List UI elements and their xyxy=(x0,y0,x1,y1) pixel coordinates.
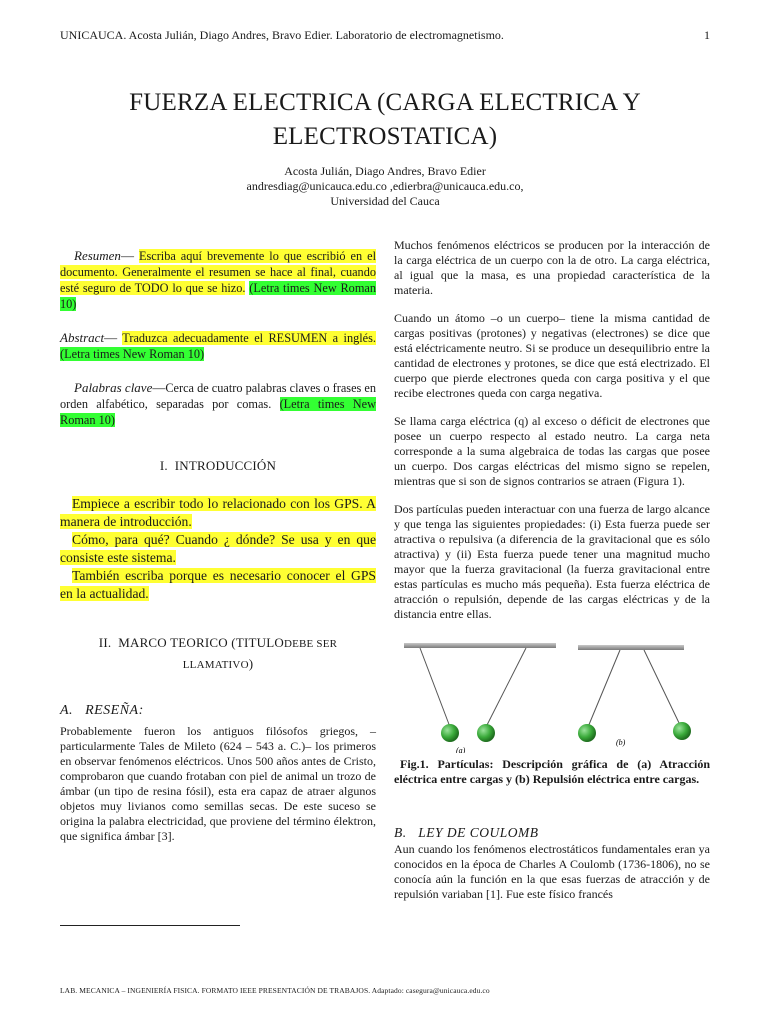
subsection-label: A. xyxy=(60,703,74,718)
abstract-dash: — xyxy=(104,330,118,345)
figure-1 xyxy=(394,635,710,753)
footnote-rule xyxy=(60,925,240,926)
figure-caption: Fig.1. Partículas: Descripción gráfica de (a) Atracción eléctrica entre cargas y (b) Repulsión eléctrica entre cargas. xyxy=(394,757,710,786)
section-title-smallcaps: DEBE SER xyxy=(283,638,338,650)
resumen-note: (Letra times New Roman 10) xyxy=(60,281,376,311)
pendulum-figure xyxy=(394,635,710,753)
page-footer: LAB. MECANICA – INGENIERÍA FISICA. FORMATO IEEE PRESENTACIÓN DE TRABAJOS. Adaptado: casegura@unicauca.edu.co xyxy=(60,986,490,995)
section-numeral: II. xyxy=(98,635,112,650)
support-bar-b xyxy=(578,645,684,650)
body-paragraph-4: Dos partículas pueden interactuar con una fuerza de largo alcance y que tenga las siguientes propiedades: (i) Esta fuerza puede ser atractiva o repulsiva (a diferencia de la gravitacional que es sólo atractiva) y (ii) Esta fuerza puede tener una magnitud mucho mayor que la fuerza gravitacional (la fuerza gravitacional entre estas partículas es mucho más pequeña). Esta fuerza eléctrica de atracción o repulsión, depende de las cargas eléctricas y de la distancia entre ellas. xyxy=(394,502,710,621)
section-heading-marco-teorico xyxy=(60,633,376,675)
subsection-label: B. xyxy=(394,825,407,840)
keywords-note: (Letra times New Roman 10) xyxy=(60,397,377,427)
author-affiliation: Universidad del Cauca xyxy=(330,194,440,208)
figure-label-b: (b) xyxy=(616,738,626,747)
subsection-title: LEY DE COULOMB xyxy=(418,825,539,840)
introduccion-paragraph-1 xyxy=(60,495,376,531)
charge-sphere-a-left xyxy=(441,724,459,742)
charge-sphere-b-right xyxy=(673,722,691,740)
string-a-left xyxy=(420,648,450,727)
introduccion-text-3: También escriba porque es necesario conocer el GPS en la actualidad. xyxy=(60,568,376,601)
author-names: Acosta Julián, Diago Andres, Bravo Edier xyxy=(284,164,486,178)
author-emails: andresdiag@unicauca.edu.co ,edierbra@unicauca.edu.co, xyxy=(246,179,524,193)
section-heading-introduccion xyxy=(60,458,376,473)
introduccion-paragraph-3 xyxy=(60,567,376,603)
figure-label-a: (a) xyxy=(456,746,466,753)
charge-sphere-a-right xyxy=(477,724,495,742)
subsection-title: RESEÑA: xyxy=(85,703,144,718)
keywords-label: Palabras clave xyxy=(74,380,153,395)
support-bar-a xyxy=(404,643,556,648)
left-column xyxy=(60,248,376,857)
introduccion-text-1: Empiece a escribir todo lo relacionado con los GPS. A manera de introducción. xyxy=(60,496,376,529)
resumen-text: Escriba aquí brevemente lo que escribió en el documento. Generalmente el resumen se hace al final, cuando esté seguro de TODO lo que se hizo. xyxy=(60,249,376,295)
introduccion-body xyxy=(60,495,376,603)
section-numeral: I. xyxy=(159,458,168,473)
charge-sphere-b-left xyxy=(578,724,596,742)
resumen-dash: — xyxy=(120,248,134,263)
right-column xyxy=(394,238,710,915)
body-paragraph-2: Cuando un átomo –o un cuerpo– tiene la misma cantidad de cargas positivas (protones) y negativas (electrones) se dice que está eléctricamente neutro. Si se produce un desequilibrio entre la cantidad de electrones y protones, se dice que está electrizado. El cuerpo que pierde electrones queda con carga positiva y el que recibe electrones queda con carga negativa. xyxy=(394,311,710,400)
string-b-left xyxy=(588,650,620,727)
resena-paragraph: Probablemente fueron los antiguos filósofos griegos, –particularmente Tales de Mileto (624 – 543 a. C.)– los primeros en observar fenómenos eléctricos. Unos 500 años antes de Cristo, comprobaron que cuando frotaban con piel de animal un trozo de ámbar (un tipo de resina fósil), esta era capaz de atraer algunos objetos muy livianos como semillas secas. De este suceso se origina la palabra electricidad, que proviene del término élektron, que significa ámbar [3]. xyxy=(60,724,376,843)
paper-title xyxy=(60,86,710,154)
section-title-smallcaps-2: LLAMATIVO xyxy=(182,659,249,671)
authors-block xyxy=(60,164,710,209)
section-title-main: MARCO TEORICO (TITULO xyxy=(118,635,284,650)
running-header xyxy=(60,28,710,43)
section-title: INTRODUCCIÓN xyxy=(174,458,277,473)
page-number: 1 xyxy=(704,28,710,42)
body-paragraph-3: Se llama carga eléctrica (q) al exceso o déficit de electrones que posee un cuerpo respecto al estado neutro. La carga neta corresponde a la suma algebraica de todas las cargas que posee un cuerpo. Dos cargas eléctricas del mismo signo se repelen, mientras que si son de signos contrarios se atraen (Figura 1). xyxy=(394,414,710,488)
resumen-paragraph xyxy=(60,248,376,312)
keywords-dash: — xyxy=(152,380,166,395)
coulomb-paragraph: Aun cuando los fenómenos electrostáticos fundamentales eran ya conocidos en la época de Charles A Coulomb (1736-1806), no se conocía aún la función en la que esas fuerzas de atracción y de repulsión variaban [1]. Fue este físico francés xyxy=(394,842,710,901)
body-paragraph-1: Muchos fenómenos eléctricos se producen por la interacción de la carga eléctrica de un cuerpo con la de otro. La carga eléctrica, al igual que la masa, es una propiedad característica de la materia. xyxy=(394,238,710,297)
subsection-heading-resena xyxy=(60,703,376,718)
introduccion-paragraph-2 xyxy=(60,531,376,567)
abstract-paragraph xyxy=(60,330,376,362)
abstract-label: Abstract xyxy=(60,330,105,345)
abstract-note: (Letra times New Roman 10) xyxy=(60,347,205,361)
resumen-label: Resumen xyxy=(74,248,121,263)
string-b-right xyxy=(644,650,680,725)
keywords-paragraph xyxy=(60,380,376,428)
paper-title-line-1: FUERZA ELECTRICA (CARGA ELECTRICA Y xyxy=(129,89,641,116)
keywords-text: Cerca de cuatro palabras claves o frases en orden alfabético, separadas por comas. xyxy=(60,381,376,411)
running-header-text: UNICAUCA. Acosta Julián, Diago Andres, Bravo Edier. Laboratorio de electromagnetismo. xyxy=(60,28,504,42)
abstract-text: Traduzca adecuadamente el RESUMEN a inglés. xyxy=(122,331,376,345)
paper-title-line-2: ELECTROSTATICA) xyxy=(272,123,498,150)
introduccion-text-2: Cómo, para qué? Cuando ¿ dónde? Se usa y en que consiste este sistema. xyxy=(60,532,376,565)
string-a-right xyxy=(486,648,526,727)
section-title-close: ) xyxy=(248,656,254,671)
subsection-heading-coulomb xyxy=(394,825,710,840)
